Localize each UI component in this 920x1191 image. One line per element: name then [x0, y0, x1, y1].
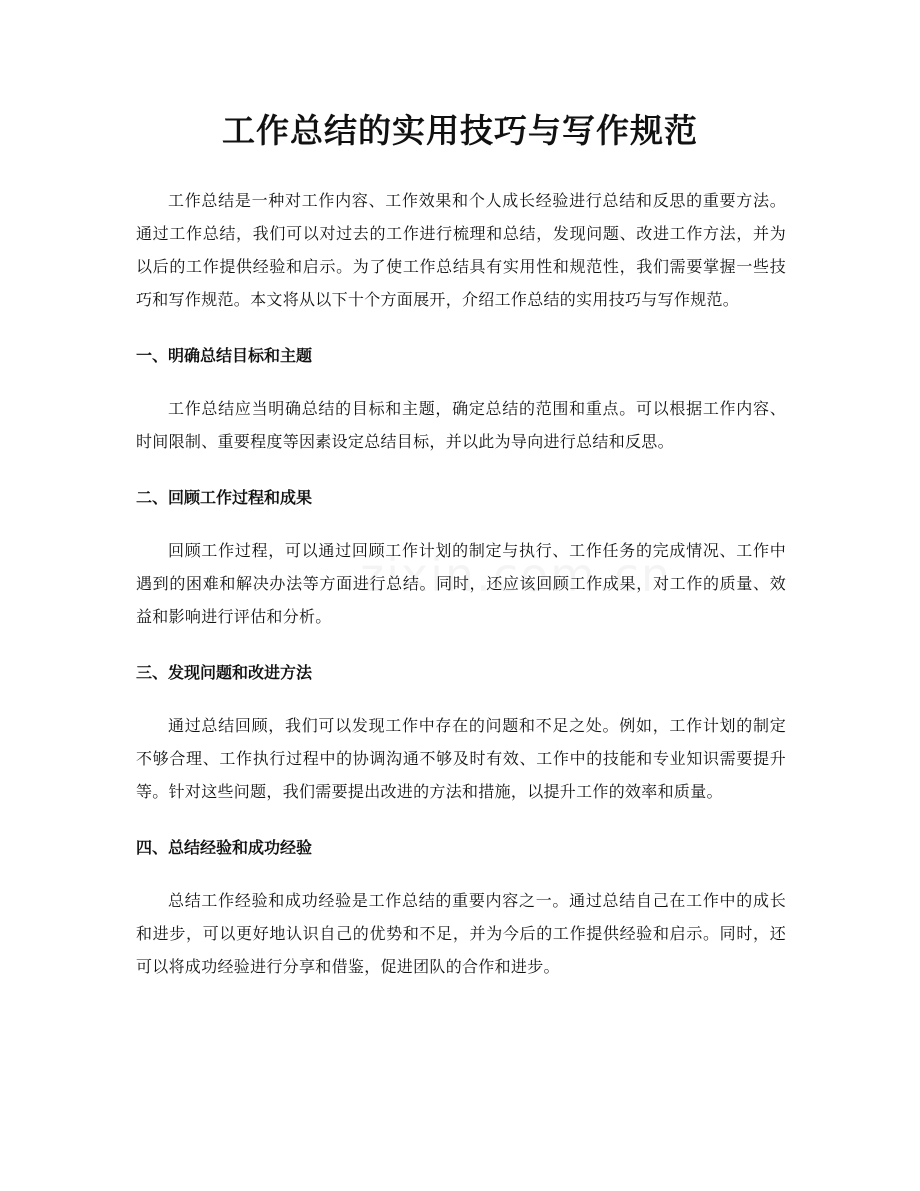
section-paragraph: 总结工作经验和成功经验是工作总结的重要内容之一。通过总结自己在工作中的成长和进步，可以更好地认识自己的优势和不足，并为今后的工作提供经验和启示。同时，还可以将成功经验进行分享和借鉴，促进团队的合作和进步。: [136, 891, 786, 976]
section-paragraph: 通过总结回顾，我们可以发现工作中存在的问题和不足之处。例如，工作计划的制定不够合理、工作执行过程中的协调沟通不够及时有效、工作中的技能和专业知识需要提升等。针对这些问题，我们需要提出改进的方法和措施，以提升工作的效率和质量。: [136, 716, 786, 801]
section-heading: 四、总结经验和成功经验: [136, 838, 313, 857]
document-title: 工作总结的实用技巧与写作规范: [222, 111, 698, 150]
section-heading: 二、回顾工作过程和成果: [136, 488, 313, 507]
section-heading: 三、发现问题和改进方法: [136, 663, 313, 682]
section-paragraph: 工作总结应当明确总结的目标和主题，确定总结的范围和重点。可以根据工作内容、时间限制、重要程度等因素设定总结目标，并以此为导向进行总结和反思。: [136, 399, 786, 451]
section-paragraph: 回顾工作过程，可以通过回顾工作计划的制定与执行、工作任务的完成情况、工作中遇到的困难和解决办法等方面进行总结。同时，还应该回顾工作成果，对工作的质量、效益和影响进行评估和分析。: [136, 541, 786, 626]
document-body: [136, 184, 786, 983]
section-heading: 一、明确总结目标和主题: [136, 346, 313, 365]
intro-paragraph: 工作总结是一种对工作内容、工作效果和个人成长经验进行总结和反思的重要方法。通过工作总结，我们可以对过去的工作进行梳理和总结，发现问题、改进工作方法，并为以后的工作提供经验和启示。为了使工作总结具有实用性和规范性，我们需要掌握一些技巧和写作规范。本文将从以下十个方面展开，介绍工作总结的实用技巧与写作规范。: [136, 191, 786, 309]
